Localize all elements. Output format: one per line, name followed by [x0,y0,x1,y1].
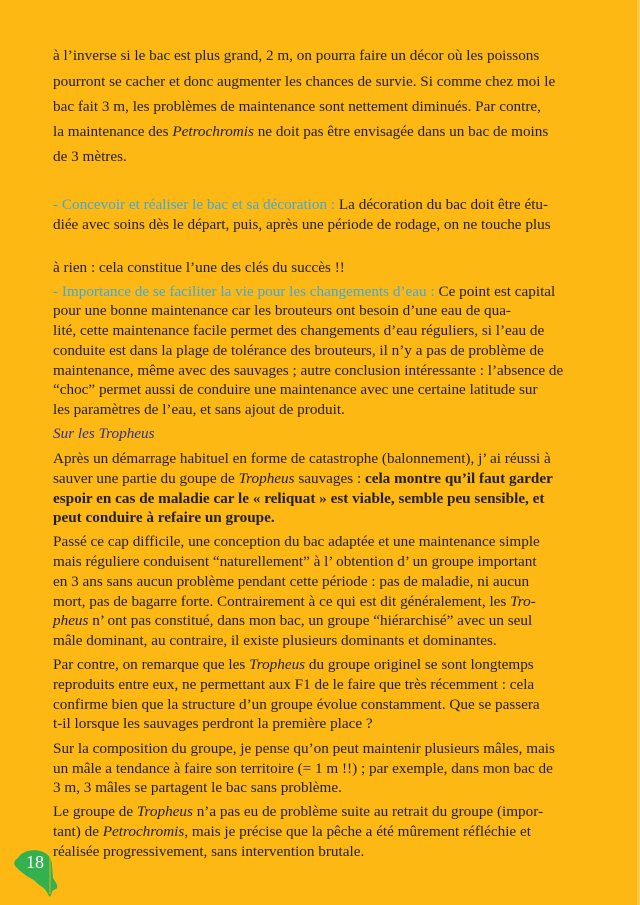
p7-line: 3 m, 3 mâles se partagent le bac sans problème. [53,779,342,796]
p2-line [53,196,548,214]
text: Ce point est capital [438,283,556,300]
text: Le groupe de [53,803,137,820]
p7-line: un mâle a tendance à faire son territoire (= 1 m !!) ; par exemple, dans mon bac de [53,760,553,777]
text: la maintenance des [53,123,173,140]
p5-line: Passé ce cap difficile, une conception du bac adaptée et une maintenance simple [53,533,540,550]
p4-line: Après un démarrage habituel en forme de catastrophe (balonnement), j’ ai réussi à [53,450,551,467]
species-name: Tropheus [249,656,306,673]
p6-line [53,656,534,674]
species-name: Tropheus [136,803,193,820]
species-name: Petrochromis [102,823,185,840]
bold-text: cela montre qu’il faut garder [364,470,553,487]
text: n’ ont pas constitué, dans mon bac, un groupe “hiérarchisé” avec un seul [88,612,533,629]
bold-text: peut conduire à refaire un groupe. [53,509,275,526]
section-heading-decoration: - Concevoir et réaliser le bac et sa décoration : [53,196,339,213]
text: sauver une partie du goupe de [53,470,239,487]
p3-line: conduite est dans la plage de tolérance des brouteurs, il n’y a pas de problème de [53,342,544,359]
text: tant) de [53,823,103,840]
p5-line: mâle dominant, au contraire, il existe plusieurs dominants et dominantes. [53,632,497,649]
p6-line: t-il lorsque les sauvages perdront la première place ? [53,715,373,732]
p3-line: “choc” permet aussi de conduire une maintenance avec une certaine latitude sur [53,381,538,398]
p8-line [53,803,543,821]
p1-line: pourront se cacher et donc augmenter les chances de survie. Si comme chez moi le [53,73,556,90]
species-name: pheus [53,612,89,629]
species-name: Tropheus [238,470,295,487]
p5-line [53,612,532,630]
text: , mais je précise que la pêche a été mûrement réfléchie et [184,823,531,840]
text: mort, pas de bagarre forte. Contrairement à ce qui est dit généralement, les [53,593,511,610]
page-number: 18 [26,852,44,872]
p5-line: mais réguliere conduisent “naturellement” à l’ obtention d’ un groupe important [53,553,537,570]
p2-line: à rien : cela constitue l’une des clés du succès !! [53,259,345,276]
text: ne doit pas être envisagée dans un bac de moins [253,123,549,140]
p7-line: Sur la composition du groupe, je pense qu’on peut maintenir plusieurs mâles, mais [53,740,555,757]
p3-line: maintenance, même avec des sauvages ; autre conclusion intéressante : l’absence de [53,362,564,379]
p2-line: diée avec soins dès le départ, puis, après une période de rodage, on ne touche plus [53,216,551,233]
p6-line: confirme bien que la structure d’un groupe évolue constamment. Que se passera [53,696,540,713]
p3-line [53,283,555,301]
p1-line [53,123,548,141]
p1-line: bac fait 3 m, les problèmes de maintenance sont nettement diminués. Par contre, [53,98,541,115]
p1-line: à l’inverse si le bac est plus grand, 2 m, on pourra faire un décor où les poissons [53,47,540,64]
bold-text: espoir en cas de maladie car le « reliquat » est viable, semble peu sensible, et [53,490,545,507]
p1-line: de 3 mètres. [53,148,127,165]
text: La décoration du bac doit être étu- [338,196,549,213]
p3-line: lité, cette maintenance facile permet des changements d’eau réguliers, si l’eau de [53,322,545,339]
p6-line: reproduits entre eux, ne permettant aux F1 de le faire que très récemment : cela [53,676,535,693]
species-name: Petrochromis [172,123,254,140]
text: du groupe originel se sont longtemps [305,656,534,673]
subheading-tropheus: Sur les Tropheus [53,425,155,442]
species-name: Tro- [510,593,536,610]
p8-line [53,823,531,841]
text: sauvages : [294,470,365,487]
text: n’a pas eu de problème suite au retrait du groupe (impor- [192,803,544,820]
p5-line: en 3 ans sans aucun problème pendant cette période : pas de maladie, ni aucun [53,573,530,590]
p8-line: réalisée progressivement, sans intervention brutale. [53,843,365,860]
text: Par contre, on remarque que les [53,656,250,673]
p3-line: les paramètres de l’eau, et sans ajout de produit. [53,401,345,418]
p4-line [53,470,553,488]
p4-line [53,490,544,508]
p4-line [53,509,275,527]
section-heading-water-changes: - Importance de se faciliter la vie pour les changements d’eau : [53,283,439,300]
p3-line: pour une bonne maintenance car les brouteurs ont besoin d’une eau de qua- [53,302,511,319]
p5-line [53,593,536,611]
